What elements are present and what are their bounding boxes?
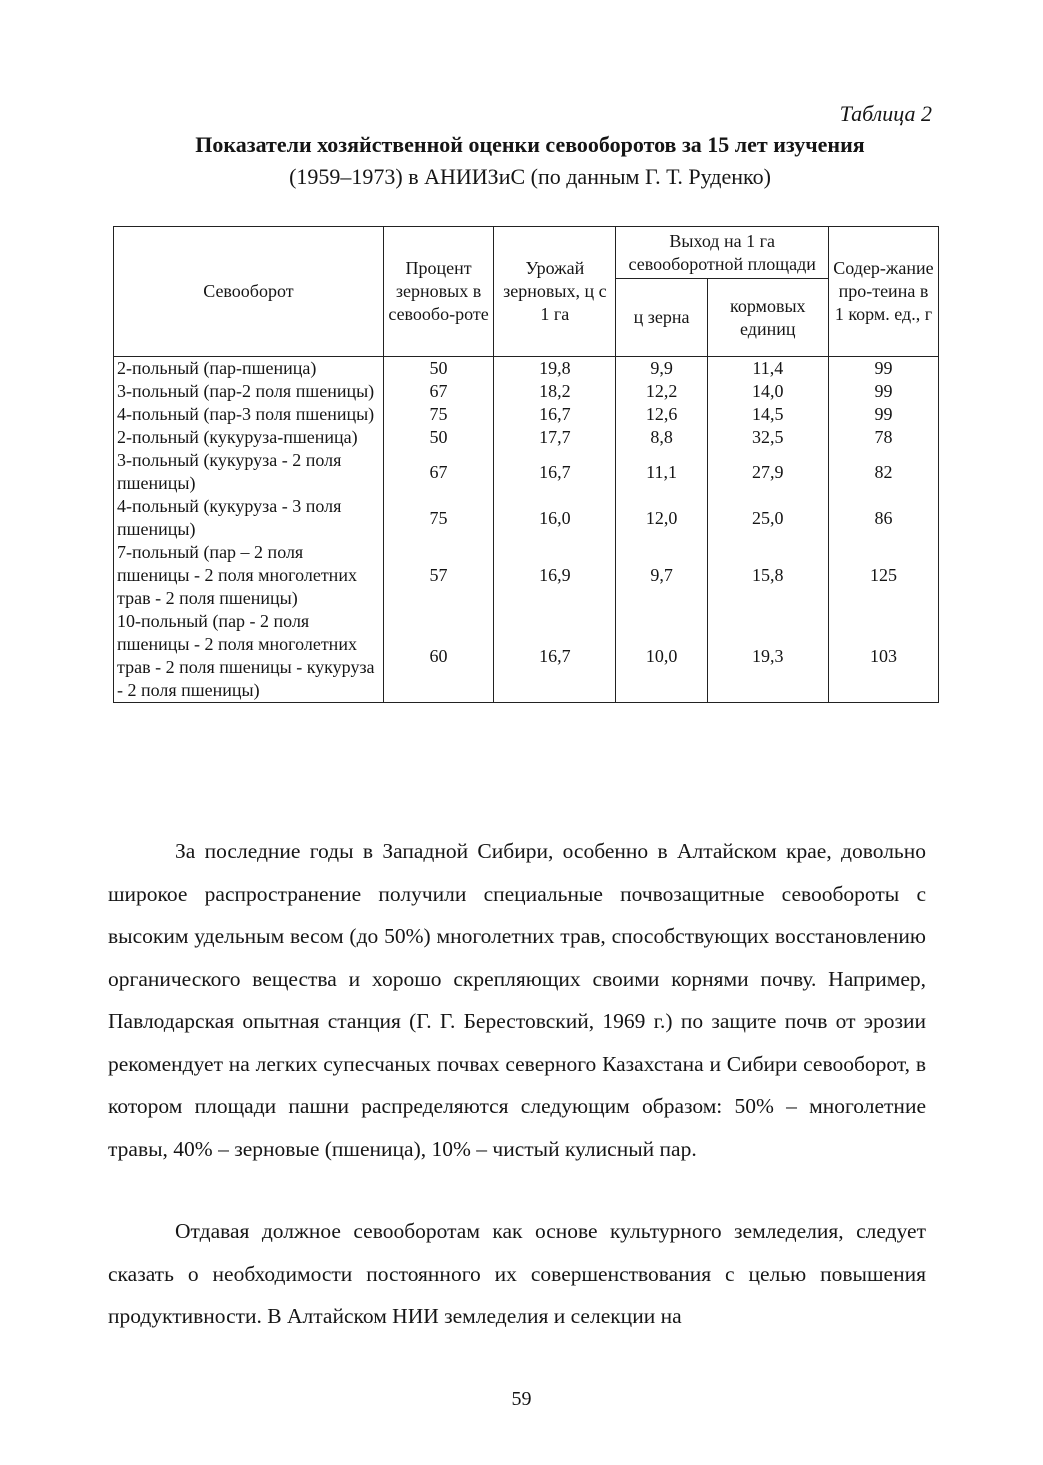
rotation-name-cell: 2-польный (кукуруза-пшеница) <box>114 426 384 449</box>
yield-cell: 19,8 <box>494 357 616 381</box>
header-grain: ц зерна <box>616 279 707 357</box>
table-body <box>114 357 939 703</box>
table-row <box>114 449 939 495</box>
table-title <box>80 129 980 193</box>
table-row <box>114 403 939 426</box>
yield-cell: 16,0 <box>494 495 616 541</box>
rotation-name-cell: 3-польный (кукуруза - 2 поля пшеницы) <box>114 449 384 495</box>
grain-output-cell: 12,6 <box>616 403 707 426</box>
table-row <box>114 610 939 703</box>
table-row <box>114 495 939 541</box>
header-rotation: Севооборот <box>114 227 384 357</box>
grain-output-cell: 8,8 <box>616 426 707 449</box>
grain-output-cell: 10,0 <box>616 610 707 703</box>
grain-output-cell: 12,0 <box>616 495 707 541</box>
header-output-group: Выход на 1 га севооборотной площади <box>616 227 828 279</box>
protein-cell: 103 <box>828 610 938 703</box>
rotation-name-cell: 2-польный (пар-пшеница) <box>114 357 384 381</box>
protein-cell: 99 <box>828 380 938 403</box>
yield-cell: 18,2 <box>494 380 616 403</box>
table-row <box>114 380 939 403</box>
rotation-name-cell: 10-польный (пар - 2 поля пшеницы - 2 поля многолетних трав - 2 поля пшеницы - кукуруза - 2 поля пшеницы) <box>114 610 384 703</box>
rotation-table <box>113 226 939 703</box>
header-feed-units: кормовых единиц <box>707 279 828 357</box>
rotation-name-cell: 4-польный (пар-3 поля пшеницы) <box>114 403 384 426</box>
percent-cell: 57 <box>383 541 493 610</box>
grain-output-cell: 12,2 <box>616 380 707 403</box>
feed-units-cell: 32,5 <box>707 426 828 449</box>
protein-cell: 125 <box>828 541 938 610</box>
feed-units-cell: 27,9 <box>707 449 828 495</box>
percent-cell: 75 <box>383 495 493 541</box>
feed-units-cell: 25,0 <box>707 495 828 541</box>
header-protein: Содер-жание про-теина в 1 корм. ед., г <box>828 227 938 357</box>
rotation-name-cell: 3-польный (пар-2 поля пшеницы) <box>114 380 384 403</box>
grain-output-cell: 11,1 <box>616 449 707 495</box>
feed-units-cell: 11,4 <box>707 357 828 381</box>
table-title-line1: Показатели хозяйственной оценки севооборотов за 15 лет изучения <box>195 132 865 157</box>
feed-units-cell: 14,5 <box>707 403 828 426</box>
grain-output-cell: 9,9 <box>616 357 707 381</box>
feed-units-cell: 14,0 <box>707 380 828 403</box>
yield-cell: 16,7 <box>494 449 616 495</box>
table-label: Таблица 2 <box>839 101 932 126</box>
paragraph-1: За последние годы в Западной Сибири, особенно в Алтайском крае, довольно широкое распространение получили специальные почвозащитные севообороты с высоким удельным весом (до 50%) многолетних трав, способствующих восстановлению органического вещества и хорошо скрепляющих своими корнями почву. Например, Павлодарская опытная станция (Г. Г. Берестовский, 1969 г.) по защите почв от эрозии рекомендует на легких супесчаных почвах северного Казахстана и Сибири севооборот, в котором площади пашни распределяются следующим образом: 50% – многолетние травы, 40% – зерновые (пшеница), 10% – чистый кулисный пар. <box>108 839 926 1161</box>
yield-cell: 16,7 <box>494 403 616 426</box>
table-row <box>114 357 939 381</box>
yield-cell: 17,7 <box>494 426 616 449</box>
header-yield: Урожай зерновых, ц с 1 га <box>494 227 616 357</box>
percent-cell: 60 <box>383 610 493 703</box>
table-row <box>114 426 939 449</box>
feed-units-cell: 19,3 <box>707 610 828 703</box>
rotation-name-cell: 7-польный (пар – 2 поля пшеницы - 2 поля многолетних трав - 2 поля пшеницы) <box>114 541 384 610</box>
percent-cell: 50 <box>383 426 493 449</box>
yield-cell: 16,9 <box>494 541 616 610</box>
percent-cell: 50 <box>383 357 493 381</box>
protein-cell: 99 <box>828 403 938 426</box>
percent-cell: 67 <box>383 449 493 495</box>
paragraph-2: Отдавая должное севооборотам как основе культурного земледелия, следует сказать о необходимости постоянного их совершенствования с целью повышения продуктивности. В Алтайском НИИ земледелия и селекции на <box>108 1219 926 1328</box>
percent-cell: 67 <box>383 380 493 403</box>
rotation-name-cell: 4-польный (кукуруза - 3 поля пшеницы) <box>114 495 384 541</box>
protein-cell: 86 <box>828 495 938 541</box>
percent-cell: 75 <box>383 403 493 426</box>
protein-cell: 99 <box>828 357 938 381</box>
table-title-line2: (1959–1973) в АНИИЗиС (по данным Г. Т. Руденко) <box>289 164 771 189</box>
protein-cell: 78 <box>828 426 938 449</box>
protein-cell: 82 <box>828 449 938 495</box>
feed-units-cell: 15,8 <box>707 541 828 610</box>
page-number: 59 <box>511 1388 532 1410</box>
yield-cell: 16,7 <box>494 610 616 703</box>
grain-output-cell: 9,7 <box>616 541 707 610</box>
table-row <box>114 541 939 610</box>
header-percent-grain: Процент зерновых в севообо-роте <box>383 227 493 357</box>
